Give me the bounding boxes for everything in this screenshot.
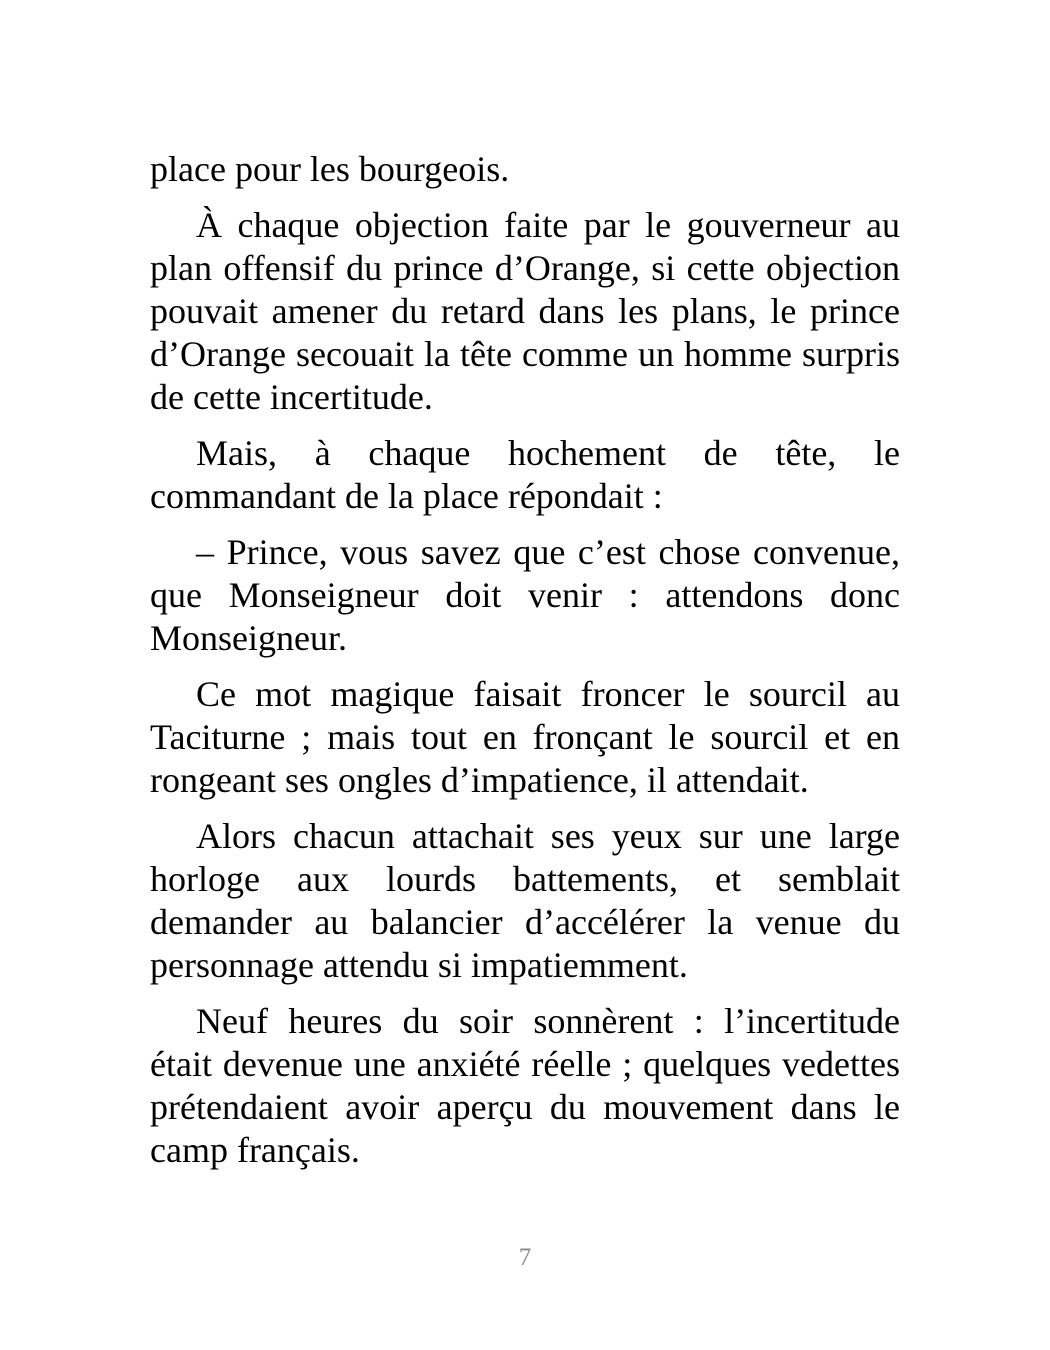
paragraph-dialogue: – Prince, vous savez que c’est chose convenue, que Monseigneur doit venir : attendons donc Monseigneur. <box>150 532 900 658</box>
page-body <box>150 148 900 1185</box>
paragraph: Alors chacun attachait ses yeux sur une large horloge aux lourds battements, et semblait demander au balancier d’accélérer la venue du personnage attendu si impatiemment. <box>150 816 900 985</box>
paragraph: Ce mot magique faisait froncer le sourcil au Taciturne ; mais tout en fronçant le sourcil et en rongeant ses ongles d’impatience, il attendait. <box>150 674 900 800</box>
paragraph: À chaque objection faite par le gouverneur au plan offensif du prince d’Orange, si cette objection pouvait amener du retard dans les plans, le prince d’Orange secouait la tête comme un homme surpris de cette incertitude. <box>150 205 900 417</box>
paragraph-continuation: place pour les bourgeois. <box>150 149 510 189</box>
page-number: 7 <box>518 1244 532 1271</box>
paragraph: Mais, à chaque hochement de tête, le commandant de la place répondait : <box>150 433 900 516</box>
paragraph: Neuf heures du soir sonnèrent : l’incertitude était devenue une anxiété réelle ; quelques vedettes prétendaient avoir aperçu du mouvement dans le camp français. <box>150 1001 900 1170</box>
